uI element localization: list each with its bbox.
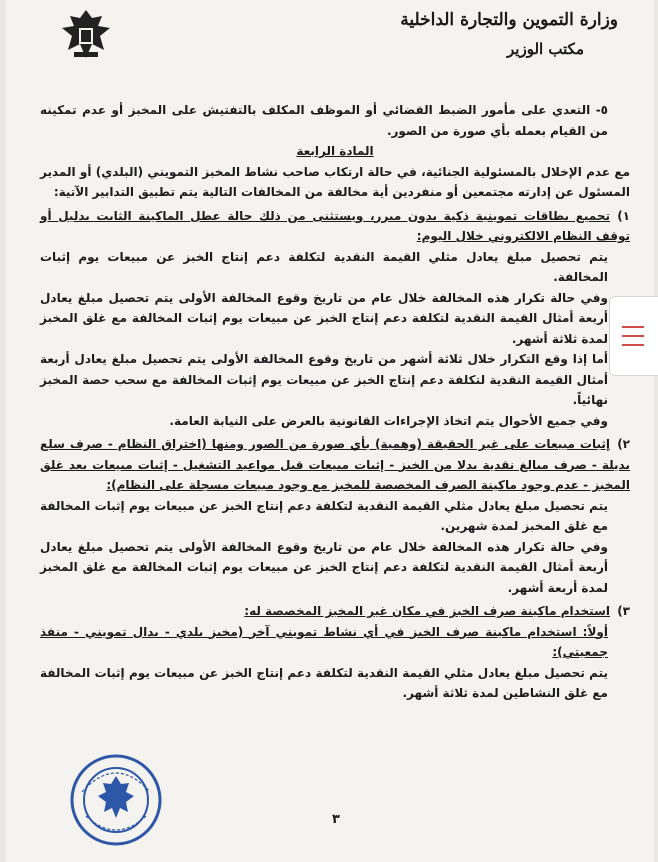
violation-3-penalty-1: يتم تحصيل مبلغ يعادل مثلي القيمة النقدية لتكلفة دعم إنتاج الخبز عن مبيعات يوم إثبات المخالفة مع غلق النشاطين لمدة ثلاثة أشهر. [40, 665, 608, 700]
violation-2-text: إثبات مبيعات على غير الحقيقة (وهمية) بأي صورة من الصور ومنها (اختراق النظام - صرف سلع بديلة - صرف مبالغ نقدية بدلا من الخبز - إثبات مبيعات قبل مواعيد التشغيل - إثبات مبيعات بعد غلق المخبز - عدم وجود ماكينة الصرف المخصصة للمخبز مع وجود مبيعات مسجلة على النظام): [40, 437, 630, 492]
violation-3-number: ٣) [617, 604, 630, 618]
violation-1-penalty-1: يتم تحصيل مبلغ يعادل مثلي القيمة النقدية لتكلفة دعم إنتاج الخبز عن مبيعات يوم إثبات المخالفة. [40, 249, 608, 284]
violation-2-penalty-2: وفي حالة تكرار هذه المخالفة خلال عام من تاريخ وقوع المخالفة الأولى يتم تحصيل مبلغ يعادل أربعة أمثال القيمة النقدية لتكلفة دعم إنتاج الخبز عن مبيعات يوم إثبات المخالفة مع غلق المخبز لمدة أربعة أشهر. [40, 539, 608, 595]
article-title: المادة الرابعة [296, 144, 374, 158]
page-number: ٣ [332, 812, 340, 827]
violation-3-subheading: أولاً: استخدام ماكينة صرف الخبز في أي نشاط تمويني آخر (مخبز بلدي - بدال تمويني - منفذ جمعيتي): [40, 624, 608, 659]
violation-2-title [40, 434, 630, 496]
ministry-name: وزارة التموين والتجارة الداخلية [400, 10, 618, 30]
violation-1-penalty-3: أما إذا وقع التكرار خلال ثلاثة أشهر من تاريخ وقوع المخالفة الأولى يتم تحصيل مبلغ يعادل أربعة أمثال القيمة النقدية لتكلفة دعم إنتاج الخبز عن مبيعات يوم إثبات المخالفة مع سحب حصة المخبز نهائياً. [40, 352, 608, 407]
article-heading [40, 141, 630, 162]
item-5: ٥- التعدي على مأمور الضبط القضائي أو الموظف المكلف بالتفتيش على المخبز أو عدم تمكينه من القيام بعمله بأي صورة من الصور. [40, 103, 608, 138]
violation-3-title [40, 601, 630, 622]
violation-1-penalty-4: وفي جميع الأحوال يتم اتخاذ الإجراءات القانونية بالعرض على النيابة العامة. [169, 413, 608, 428]
violation-3-text: استخدام ماكينة صرف الخبز في مكان غير المخبز المخصصة له: [244, 604, 610, 618]
article-intro: مع عدم الإخلال بالمسئولية الجنائية، في حالة ارتكاب صاحب نشاط المخبز التمويني (البلدي) أو المدير المسئول عن إدارته مجتمعين أو منفردين أية مخالفة من المخالفات التالية يتم تطبيق التدابير الآتية: [40, 164, 630, 199]
violation-1-title [40, 206, 630, 247]
violation-1-number: ١) [617, 208, 630, 223]
document-page [6, 0, 654, 862]
violation-2-penalty-1: يتم تحصيل مبلغ يعادل مثلي القيمة النقدية لتكلفة دعم إنتاج الخبز عن مبيعات يوم إثبات المخالفة مع غلق المخبز لمدة شهرين. [40, 498, 608, 533]
document-body [40, 100, 630, 704]
office-stamp-icon [68, 752, 164, 848]
violation-2-number: ٢) [617, 437, 630, 451]
hamburger-menu-icon [622, 326, 644, 328]
violation-1-text: تجميع بطاقات تموينية ذكية بدون مبرر، ويستثنى من ذلك حالة عطل الماكينة الثابت بدليل أو توقف النظام الالكتروني خلال اليوم: [40, 208, 630, 243]
side-menu-button[interactable] [609, 296, 658, 376]
eagle-emblem-icon [58, 6, 114, 62]
violation-1-penalty-2: وفي حالة تكرار هذه المخالفة خلال عام من تاريخ وقوع المخالفة الأولى يتم تحصيل مبلغ يعادل أربعة أمثال القيمة النقدية لتكلفة دعم إنتاج الخبز عن مبيعات يوم إثبات المخالفة مع غلق المخبز لمدة ثلاثة أشهر. [40, 290, 608, 346]
office-name: مكتب الوزير [507, 40, 584, 58]
